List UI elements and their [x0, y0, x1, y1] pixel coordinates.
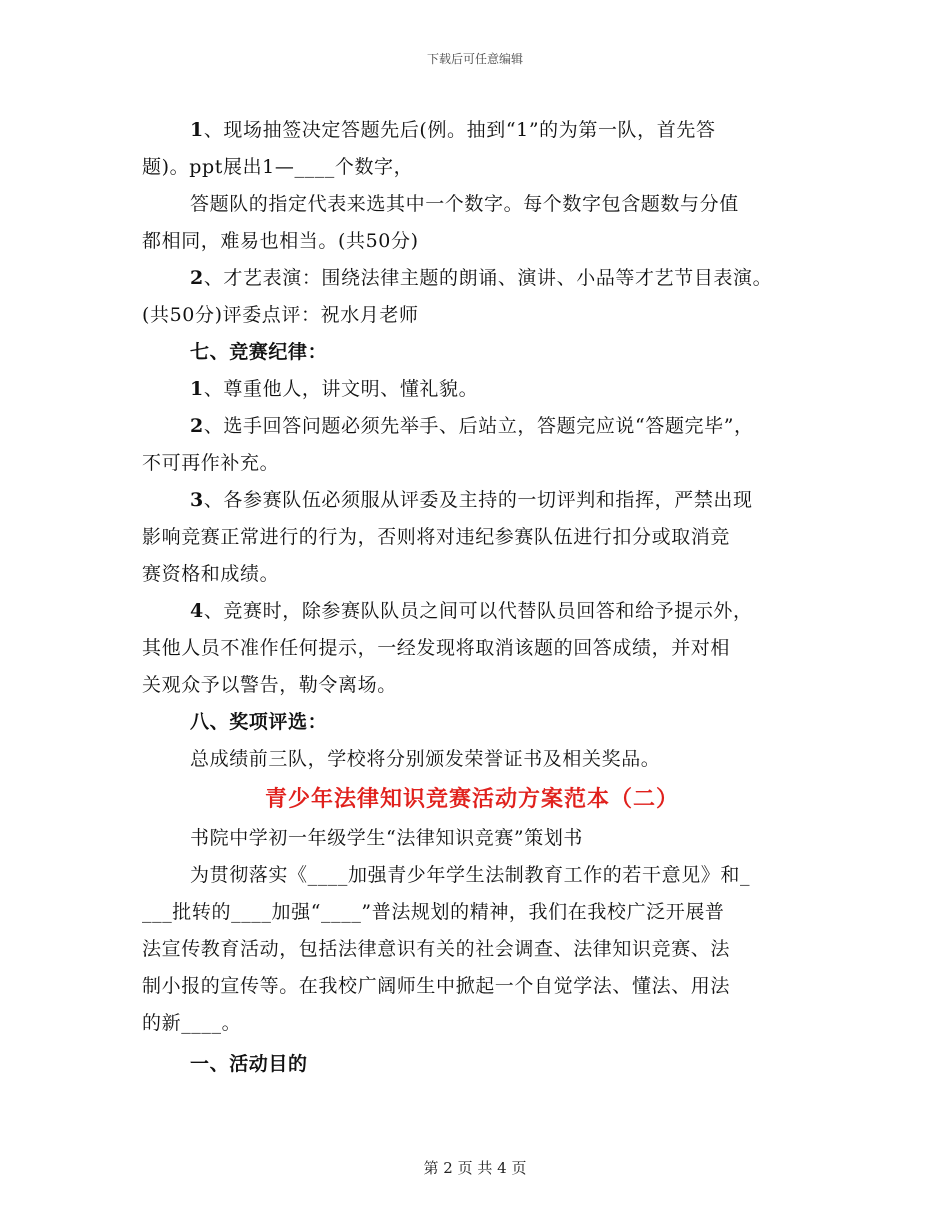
paragraph-text: 、各参赛队伍必须服从评委及主持的一切评判和指挥，严禁出现	[203, 489, 753, 511]
paragraph-line	[142, 593, 822, 630]
paragraph-line: (共50分)评委点评：祝水月老师	[142, 304, 419, 326]
paragraph-line: 其他人员不准作任何提示，一经发现将取消该题的回答成绩，并对相	[142, 637, 731, 659]
paragraph-line	[142, 482, 822, 519]
item-number: 4	[190, 600, 204, 622]
page-indicator: 第 2 页 共 4 页	[423, 1159, 527, 1177]
paragraph-line: 答题队的指定代表来选其中一个数字。每个数字包含题数与分值	[190, 193, 739, 215]
section-heading: 一、活动目的	[190, 1053, 308, 1075]
paragraph-text: 、才艺表演：围绕法律主题的朗诵、演讲、小品等才艺节目表演。	[203, 267, 773, 289]
item-number: 2	[190, 415, 204, 437]
paragraph-line: 都相同，难易也相当。(共50分)	[142, 230, 419, 252]
paragraph-text: 、选手回答问题必须先举手、后站立，答题完应说“答题完毕”，	[203, 415, 754, 437]
document-body	[142, 112, 822, 1083]
paragraph-text: 、尊重他人，讲文明、懂礼貌。	[203, 378, 479, 400]
paragraph-text: 、现场抽签决定答题先后(例。抽到“1”的为第一队，首先答	[203, 119, 716, 141]
paragraph-line: 影响竞赛正常进行的行为，否则将对违纪参赛队伍进行扣分或取消竞	[142, 526, 731, 548]
page-header-note: 下载后可任意编辑	[426, 52, 523, 66]
paragraph-line: 为贯彻落实《____加强青少年学生法制教育工作的若干意见》和_	[190, 864, 751, 886]
paragraph-line: 的新____。	[142, 1012, 242, 1034]
paragraph-line: 不可再作补充。	[142, 452, 280, 474]
item-number: 1	[190, 378, 204, 400]
paragraph-line: 赛资格和成绩。	[142, 563, 280, 585]
paragraph-line: 题)。ppt展出1—____个数字，	[142, 156, 414, 178]
paragraph-line	[142, 408, 822, 445]
item-number: 2	[190, 267, 204, 289]
paragraph-line: ___批转的____加强“____”普法规划的精神，我们在我校广泛开展普	[142, 901, 725, 923]
paragraph-line: 制小报的宣传等。在我校广阔师生中掀起一个自觉学法、懂法、用法	[142, 975, 731, 997]
document-section-title: 青少年法律知识竞赛活动方案范本（二）	[264, 786, 679, 812]
item-number: 1	[190, 119, 204, 141]
paragraph-line: 书院中学初一年级学生“法律知识竞赛”策划书	[190, 827, 584, 849]
paragraph-line: 关观众予以警告，勒令离场。	[142, 674, 397, 696]
paragraph-line	[142, 371, 822, 408]
paragraph-line: 法宣传教育活动，包括法律意识有关的社会调查、法律知识竞赛、法	[142, 938, 731, 960]
section-heading: 七、竞赛纪律：	[190, 341, 328, 363]
paragraph-line	[142, 112, 822, 149]
item-number: 3	[190, 489, 204, 511]
paragraph-text: 、竞赛时，除参赛队队员之间可以代替队员回答和给予提示外，	[203, 600, 753, 622]
section-heading: 八、奖项评选：	[190, 711, 328, 733]
paragraph-line	[142, 260, 822, 297]
paragraph-line: 总成绩前三队，学校将分别颁发荣誉证书及相关奖品。	[190, 748, 661, 770]
